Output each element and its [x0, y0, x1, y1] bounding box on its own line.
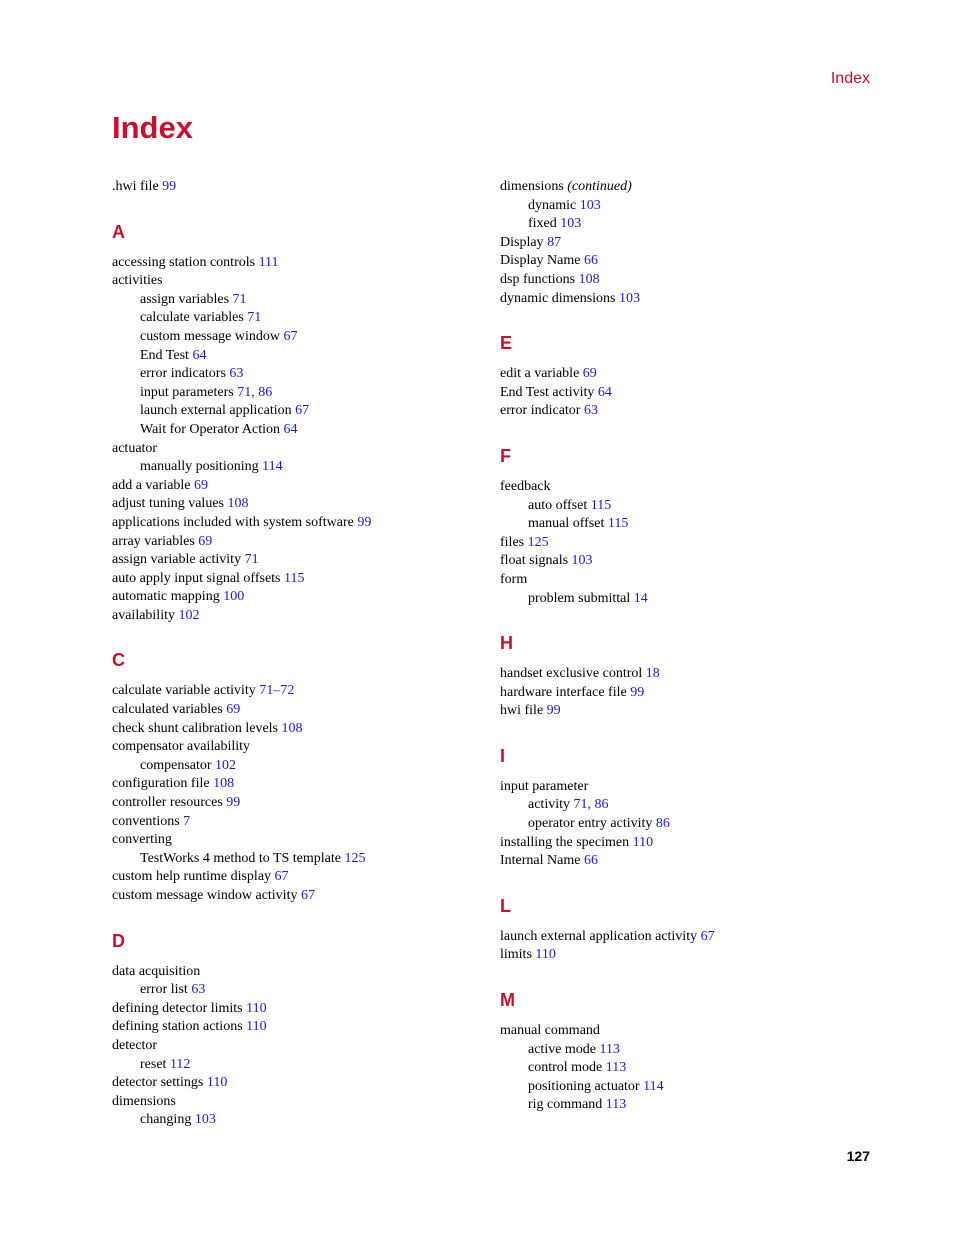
index-entry — [112, 607, 492, 626]
index-term: dynamic dimensions — [500, 290, 616, 306]
page-reference-link[interactable]: 71 — [232, 291, 247, 307]
index-term: form — [500, 571, 528, 587]
index-section-letter: I — [500, 745, 506, 766]
page-reference-link[interactable]: 100 — [223, 589, 245, 605]
index-term: automatic mapping — [112, 589, 220, 605]
index-term: fixed — [528, 216, 557, 232]
index-term: hwi file — [500, 703, 544, 719]
index-subentry — [112, 981, 492, 1000]
page-reference-link[interactable]: 63 — [583, 403, 598, 419]
index-entry — [500, 778, 880, 797]
index-entry — [500, 252, 880, 271]
page-reference-link[interactable]: 108 — [227, 496, 249, 512]
index-term: float signals — [500, 553, 569, 569]
index-entry — [112, 868, 492, 887]
page-reference-link[interactable]: 102 — [215, 757, 237, 773]
index-term: calculate variables — [140, 310, 244, 326]
page-reference-link[interactable]: 125 — [527, 534, 549, 550]
index-entry — [112, 588, 492, 607]
index-term: Internal Name — [500, 853, 581, 869]
index-term: assign variables — [140, 291, 230, 307]
page-reference-link[interactable]: 110 — [535, 947, 556, 963]
index-term: dimensions — [112, 1093, 176, 1109]
index-entry — [500, 478, 880, 497]
page-reference-link[interactable]: 67 — [283, 328, 298, 344]
page-reference-link[interactable]: 110 — [206, 1075, 228, 1091]
page-reference-link[interactable]: 108 — [281, 720, 303, 736]
index-term: compensator — [140, 757, 212, 773]
page-reference-link[interactable]: 99 — [162, 179, 177, 194]
index-term: defining detector limits — [112, 1000, 243, 1016]
index-entry — [500, 946, 880, 965]
index-term: feedback — [500, 478, 551, 494]
page-reference-link[interactable]: 14 — [633, 590, 648, 606]
running-head: Index — [830, 70, 870, 87]
index-term: controller resources — [112, 795, 223, 811]
index-term: problem submittal — [528, 590, 631, 606]
page-reference-link[interactable]: 99 — [226, 795, 241, 811]
page-reference-link[interactable]: 108 — [213, 776, 235, 792]
page-reference-link[interactable]: 113 — [599, 1041, 621, 1057]
index-entry — [500, 852, 880, 871]
index-section-letter: L — [500, 895, 511, 916]
index-term: limits — [500, 947, 532, 963]
index-term: Wait for Operator Action — [140, 421, 280, 437]
page-reference-link[interactable]: 67 — [300, 888, 315, 903]
index-subentry — [500, 1078, 880, 1097]
index-entry — [112, 1074, 492, 1093]
index-entry — [500, 365, 880, 384]
index-term: calculate variable activity — [112, 683, 256, 699]
index-subentry — [500, 497, 880, 516]
page-reference-link[interactable]: 69 — [582, 366, 597, 382]
index-term: reset — [140, 1056, 167, 1072]
index-subentry — [112, 347, 492, 366]
page-reference-link[interactable]: 103 — [194, 1112, 216, 1128]
page-reference-link[interactable]: 66 — [583, 853, 598, 869]
index-term: rig command — [528, 1097, 603, 1113]
index-entry — [112, 1093, 492, 1112]
index-term: custom message window — [140, 328, 280, 344]
index-entry — [112, 1037, 492, 1056]
index-entry — [500, 1022, 880, 1041]
page-reference-link[interactable]: 64 — [283, 421, 298, 437]
index-term: files — [500, 534, 525, 550]
page-reference-link[interactable]: 71 — [244, 552, 259, 568]
page-reference-link[interactable]: 63 — [229, 366, 244, 382]
page-reference-link[interactable]: 103 — [571, 553, 593, 569]
index-entry — [112, 963, 492, 982]
index-entry — [112, 272, 492, 291]
index-term: launch external application — [140, 403, 292, 419]
page-reference-link[interactable]: 99 — [630, 684, 645, 700]
page-reference-link[interactable]: 103 — [579, 197, 601, 213]
index-term: dimensions — [500, 179, 564, 194]
index-term: TestWorks 4 method to TS template — [140, 850, 341, 866]
index-term: adjust tuning values — [112, 496, 224, 512]
index-entry — [500, 928, 880, 947]
index-section-letter: A — [112, 221, 125, 242]
page-reference-link[interactable]: 113 — [605, 1060, 627, 1076]
index-entry — [500, 178, 880, 197]
page-reference-link[interactable]: 103 — [619, 290, 640, 306]
index-term: actuator — [112, 440, 158, 456]
page-reference-link[interactable]: 103 — [560, 216, 582, 232]
index-term: add a variable — [112, 477, 191, 493]
index-term: assign variable activity — [112, 552, 242, 568]
index-term: custom message window activity — [112, 888, 298, 903]
index-entry — [500, 684, 880, 703]
index-term: End Test — [140, 347, 189, 363]
page-reference-link[interactable]: 115 — [590, 497, 612, 513]
index-entry — [112, 477, 492, 496]
page-reference-link[interactable]: 108 — [578, 271, 600, 287]
index-term: activities — [112, 273, 163, 289]
index-subentry — [112, 757, 492, 776]
index-term: Display — [500, 234, 544, 250]
index-term: dynamic — [528, 197, 577, 213]
index-term: defining station actions — [112, 1019, 243, 1035]
index-entry — [112, 254, 492, 273]
index-term: check shunt calibration levels — [112, 720, 278, 736]
page-reference-link[interactable]: 87 — [547, 234, 562, 250]
index-term: activity — [528, 797, 570, 813]
page-reference-link[interactable]: 113 — [605, 1097, 627, 1113]
index-subentry — [112, 365, 492, 384]
index-term: compensator availability — [112, 739, 251, 755]
index-subentry — [112, 291, 492, 310]
index-term: active mode — [528, 1041, 597, 1057]
index-entry — [500, 665, 880, 684]
index-term: edit a variable — [500, 366, 580, 382]
page-reference-link[interactable]: 69 — [226, 702, 241, 718]
page-reference-link[interactable]: 64 — [597, 384, 612, 400]
index-entry — [112, 775, 492, 794]
index-subentry — [500, 815, 880, 834]
index-entry — [112, 1000, 492, 1019]
index-entry — [112, 495, 492, 514]
page-reference-link[interactable]: 63 — [191, 982, 206, 998]
index-subentry — [500, 515, 880, 534]
index-section-letter: H — [500, 633, 513, 654]
index-subentry — [500, 1041, 880, 1060]
page-reference-link[interactable]: 71–72 — [259, 683, 295, 699]
index-term: data acquisition — [112, 963, 201, 979]
index-term: conventions — [112, 813, 180, 829]
index-entry — [500, 290, 880, 309]
page-reference-link[interactable]: 110 — [246, 1000, 267, 1016]
index-term: positioning actuator — [528, 1078, 640, 1094]
page-reference-link[interactable]: 64 — [192, 347, 207, 363]
index-entry — [112, 720, 492, 739]
index-term: handset exclusive control — [500, 666, 643, 682]
index-column-left — [112, 178, 492, 1130]
page-reference-link[interactable]: 67 — [274, 869, 289, 885]
page-number: 127 — [846, 1148, 870, 1164]
page-reference-link[interactable]: 71 — [247, 310, 262, 326]
index-entry — [500, 702, 880, 721]
index-term: error indicator — [500, 403, 581, 419]
index-subentry — [112, 850, 492, 869]
index-subentry — [500, 796, 880, 815]
index-entry — [112, 440, 492, 459]
index-entry — [500, 402, 880, 421]
index-entry — [112, 887, 492, 906]
index-term: array variables — [112, 533, 195, 549]
index-term: error indicators — [140, 366, 226, 382]
index-term: manually positioning — [140, 459, 259, 475]
index-entry — [112, 570, 492, 589]
index-term: calculated variables — [112, 702, 223, 718]
page-reference-link[interactable]: 112 — [169, 1056, 191, 1072]
page-reference-link[interactable]: 110 — [246, 1019, 267, 1035]
page-title: Index — [112, 110, 193, 145]
index-entry — [500, 271, 880, 290]
index-subentry — [500, 590, 880, 609]
index-term: dsp functions — [500, 271, 576, 287]
index-term: detector — [112, 1037, 158, 1053]
page-reference-link[interactable]: 125 — [344, 850, 366, 866]
index-entry — [112, 813, 492, 832]
index-term: detector settings — [112, 1075, 204, 1091]
index-term: hardware interface file — [500, 684, 627, 700]
index-subentry — [112, 384, 492, 403]
page-reference-link[interactable]: 99 — [546, 703, 561, 719]
page-reference-link[interactable]: 99 — [357, 514, 372, 530]
index-term: applications included with system software — [112, 514, 354, 530]
index-entry — [112, 794, 492, 813]
index-entry — [500, 384, 880, 403]
index-term: operator entry activity — [528, 816, 653, 832]
index-term: .hwi file — [112, 179, 159, 194]
index-subentry — [112, 458, 492, 477]
index-section-letter: M — [500, 990, 515, 1011]
page-reference-link[interactable]: 110 — [632, 834, 654, 850]
index-subentry — [500, 215, 880, 234]
index-subentry — [500, 1059, 880, 1078]
page-reference-link[interactable]: 67 — [295, 403, 310, 419]
index-entry — [500, 571, 880, 590]
index-term: converting — [112, 832, 172, 848]
index-section-letter: D — [112, 930, 125, 951]
index-subentry — [112, 1056, 492, 1075]
index-term: manual offset — [528, 516, 605, 532]
page-reference-link[interactable]: 69 — [194, 477, 209, 493]
index-entry — [112, 551, 492, 570]
index-term: control mode — [528, 1060, 603, 1076]
index-term: manual command — [500, 1023, 600, 1039]
index-column-right — [500, 178, 880, 1115]
index-section-letter: F — [500, 445, 511, 466]
index-term: input parameter — [500, 778, 589, 794]
index-entry — [112, 701, 492, 720]
index-term: availability — [112, 607, 175, 623]
index-entry — [500, 552, 880, 571]
page-reference-link[interactable]: 66 — [583, 253, 598, 269]
page-reference-link[interactable]: 71, 86 — [237, 384, 273, 400]
index-section-letter: E — [500, 333, 513, 354]
index-subentry — [112, 402, 492, 421]
index-term: installing the specimen — [500, 834, 630, 850]
page-reference-link[interactable]: 115 — [607, 516, 629, 532]
index-entry — [112, 831, 492, 850]
index-subentry — [112, 421, 492, 440]
page-reference-link[interactable]: 115 — [284, 570, 305, 586]
index-entry — [500, 234, 880, 253]
index-term: Display Name — [500, 253, 581, 269]
index-term: input parameters — [140, 384, 234, 400]
continued-label: (continued) — [567, 179, 632, 194]
index-subentry — [112, 309, 492, 328]
index-entry — [500, 834, 880, 853]
page-reference-link[interactable]: 102 — [178, 607, 200, 623]
index-subentry — [112, 328, 492, 347]
page-reference-link[interactable]: 7 — [183, 813, 191, 829]
page-reference-link[interactable]: 18 — [645, 666, 660, 682]
index-term: error list — [140, 982, 188, 998]
page-reference-link[interactable]: 71, 86 — [573, 797, 609, 813]
page-reference-link[interactable]: 69 — [198, 533, 213, 549]
page-reference-link[interactable]: 114 — [262, 459, 283, 475]
index-term: auto offset — [528, 497, 588, 513]
index-entry — [112, 533, 492, 552]
index-entry — [112, 514, 492, 533]
index-entry — [112, 178, 492, 197]
page-reference-link[interactable]: 114 — [643, 1078, 664, 1094]
index-term: accessing station controls — [112, 254, 256, 270]
index-subentry — [112, 1111, 492, 1130]
index-term: configuration file — [112, 776, 210, 792]
index-subentry — [500, 1096, 880, 1115]
index-term: custom help runtime display — [112, 869, 272, 885]
index-term: changing — [140, 1112, 192, 1128]
page-reference-link[interactable]: 67 — [700, 928, 715, 944]
page-reference-link[interactable]: 86 — [655, 816, 670, 832]
index-entry — [112, 1018, 492, 1037]
index-entry — [500, 534, 880, 553]
index-entry — [112, 738, 492, 757]
index-term: auto apply input signal offsets — [112, 570, 281, 586]
index-entry — [112, 682, 492, 701]
index-term: launch external application activity — [500, 928, 698, 944]
index-term: End Test activity — [500, 384, 595, 400]
index-section-letter: C — [112, 650, 125, 671]
page-reference-link[interactable]: 111 — [258, 254, 279, 270]
index-subentry — [500, 197, 880, 216]
